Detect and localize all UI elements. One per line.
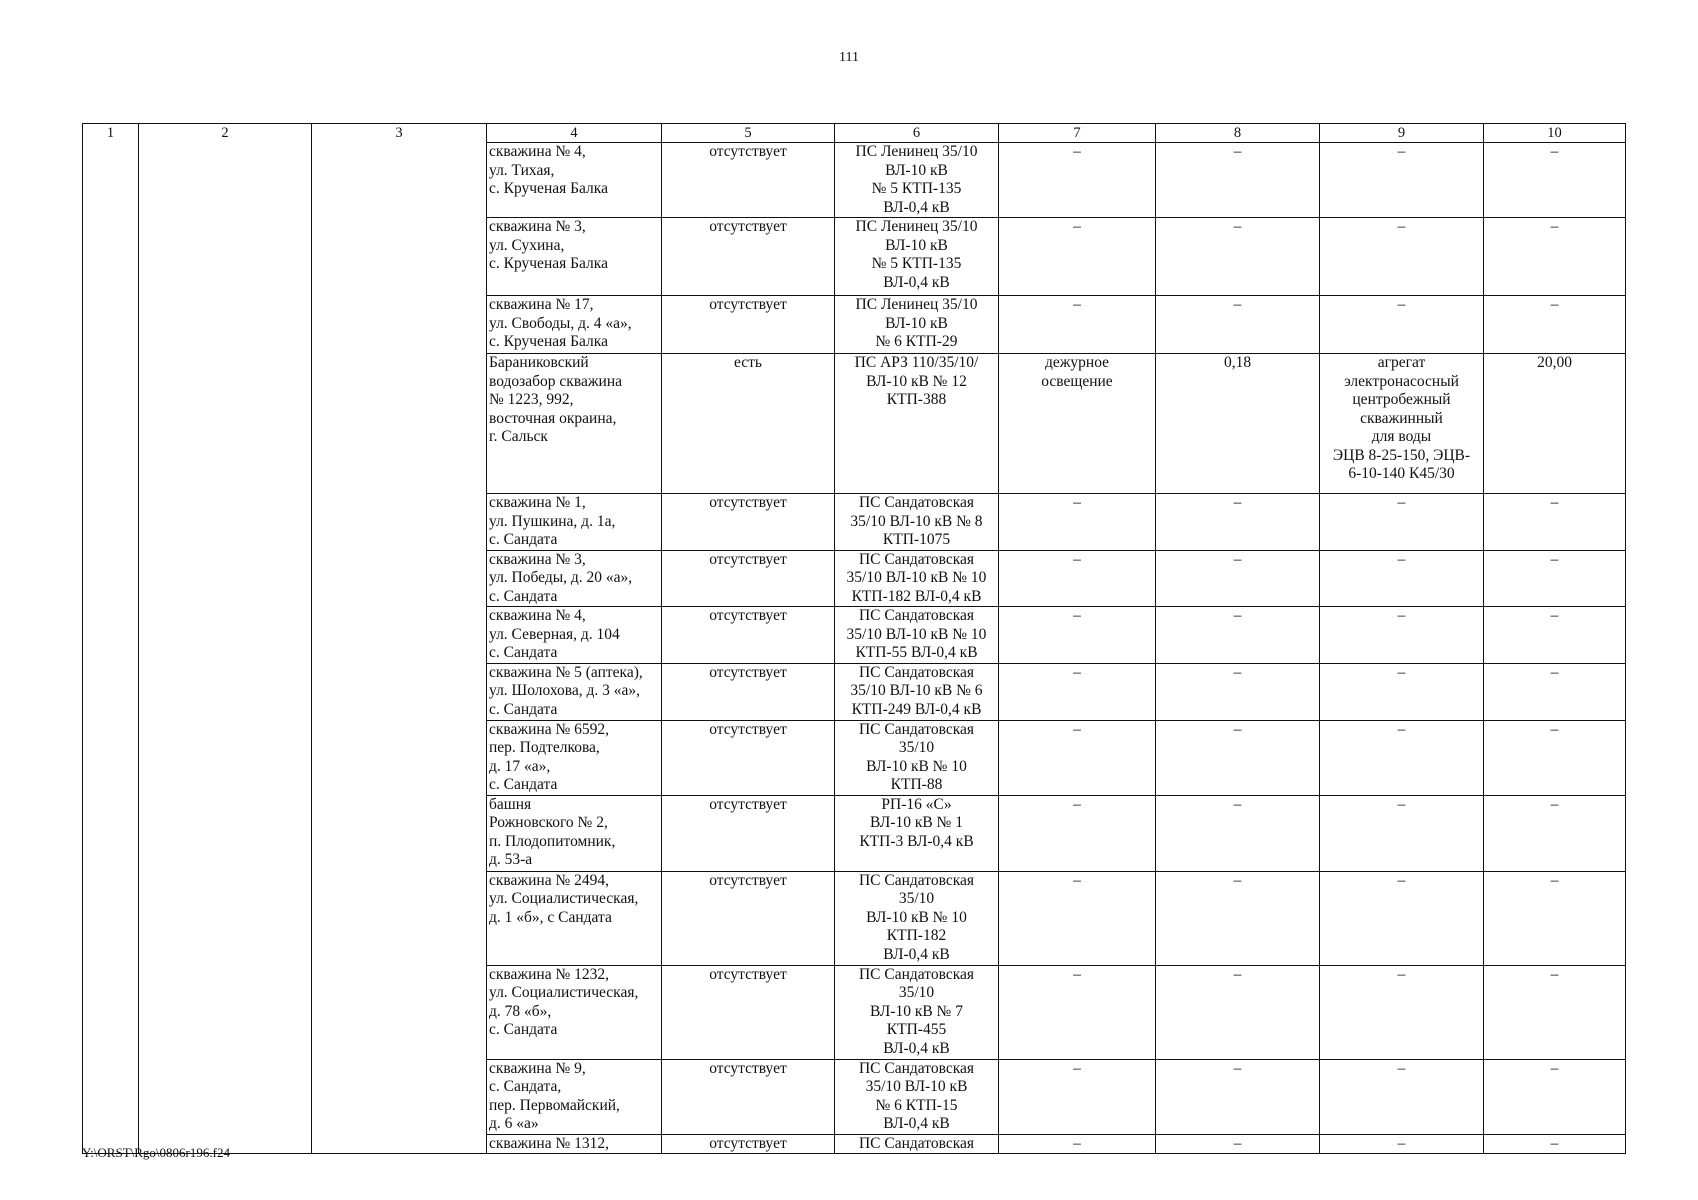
column-7-cell: – xyxy=(999,1134,1156,1154)
object-cell: скважина № 5 (аптека), ул. Шолохова, д. 3 «а», с. Сандата xyxy=(487,663,662,720)
empty-cell xyxy=(312,1134,487,1154)
empty-cell xyxy=(312,550,487,607)
object-cell: скважина № 9, с. Сандата, пер. Первомайский, д. 6 «а» xyxy=(487,1059,662,1134)
empty-cell xyxy=(83,663,139,720)
object-cell: скважина № 3, ул. Победы, д. 20 «а», с. Сандата xyxy=(487,550,662,607)
column-7-cell: – xyxy=(999,1059,1156,1134)
backup-source-cell: отсутствует xyxy=(662,1059,835,1134)
table-row xyxy=(83,550,1626,607)
column-number: 3 xyxy=(312,124,487,143)
column-8-cell: – xyxy=(1156,607,1320,664)
column-8-cell: – xyxy=(1156,1059,1320,1134)
column-9-cell: – xyxy=(1320,296,1484,354)
empty-cell xyxy=(139,296,312,354)
column-9-cell: – xyxy=(1320,795,1484,871)
column-7-cell: – xyxy=(999,218,1156,296)
column-7-cell: – xyxy=(999,720,1156,795)
column-8-cell: – xyxy=(1156,663,1320,720)
table-row xyxy=(83,218,1626,296)
backup-source-cell: отсутствует xyxy=(662,965,835,1059)
empty-cell xyxy=(83,218,139,296)
column-7-cell: – xyxy=(999,795,1156,871)
backup-source-cell: отсутствует xyxy=(662,1134,835,1154)
empty-cell xyxy=(312,143,487,218)
object-cell: скважина № 1232, ул. Социалистическая, д. 78 «б», с. Сандата xyxy=(487,965,662,1059)
column-7-cell: – xyxy=(999,607,1156,664)
empty-cell xyxy=(139,871,312,965)
column-number: 9 xyxy=(1320,124,1484,143)
empty-cell xyxy=(139,218,312,296)
object-cell: скважина № 1, ул. Пушкина, д. 1а, с. Сандата xyxy=(487,494,662,551)
power-supply-cell: ПС Сандатовская xyxy=(835,1134,999,1154)
footer-file-path: Y:\ORST\Rgo\0806r196.f24 xyxy=(82,1145,230,1160)
table-row xyxy=(83,720,1626,795)
backup-source-cell: есть xyxy=(662,354,835,494)
column-9-cell: – xyxy=(1320,494,1484,551)
column-10-cell: – xyxy=(1484,871,1626,965)
column-number: 7 xyxy=(999,124,1156,143)
column-8-cell: 0,18 xyxy=(1156,354,1320,494)
object-cell: скважина № 6592, пер. Подтелкова, д. 17 «а», с. Сандата xyxy=(487,720,662,795)
empty-cell xyxy=(139,1059,312,1134)
empty-cell xyxy=(312,607,487,664)
empty-cell xyxy=(312,354,487,494)
column-7-cell: – xyxy=(999,871,1156,965)
column-10-cell: – xyxy=(1484,1059,1626,1134)
object-cell: скважина № 4, ул. Тихая, с. Крученая Балка xyxy=(487,143,662,218)
column-9-cell: – xyxy=(1320,965,1484,1059)
power-supply-cell: ПС Сандатовская 35/10 ВЛ-10 кВ № 10 КТП-55 ВЛ-0,4 кВ xyxy=(835,607,999,664)
table-row xyxy=(83,871,1626,965)
empty-cell xyxy=(139,795,312,871)
table-row xyxy=(83,795,1626,871)
empty-cell xyxy=(312,871,487,965)
column-9-cell: агрегат электронасосный центробежный скважинный для воды ЭЦВ 8-25-150, ЭЦВ- 6-10-140 К45/30 xyxy=(1320,354,1484,494)
empty-cell xyxy=(139,663,312,720)
column-7-cell: – xyxy=(999,663,1156,720)
power-supply-cell: ПС Ленинец 35/10 ВЛ-10 кВ № 5 КТП-135 ВЛ-0,4 кВ xyxy=(835,143,999,218)
object-cell: башня Рожновского № 2, п. Плодопитомник, д. 53-а xyxy=(487,795,662,871)
power-supply-cell: РП-16 «С» ВЛ-10 кВ № 1 КТП-3 ВЛ-0,4 кВ xyxy=(835,795,999,871)
power-supply-cell: ПС Ленинец 35/10 ВЛ-10 кВ № 6 КТП-29 xyxy=(835,296,999,354)
column-7-cell: – xyxy=(999,550,1156,607)
empty-cell xyxy=(83,550,139,607)
empty-cell xyxy=(83,1059,139,1134)
column-9-cell: – xyxy=(1320,663,1484,720)
backup-source-cell: отсутствует xyxy=(662,795,835,871)
column-number: 6 xyxy=(835,124,999,143)
empty-cell xyxy=(312,720,487,795)
power-supply-cell: ПС Сандатовская 35/10 ВЛ-10 кВ № 6 КТП-15 ВЛ-0,4 кВ xyxy=(835,1059,999,1134)
table-row xyxy=(83,296,1626,354)
backup-source-cell: отсутствует xyxy=(662,143,835,218)
column-8-cell: – xyxy=(1156,965,1320,1059)
backup-source-cell: отсутствует xyxy=(662,663,835,720)
power-supply-cell: ПС Сандатовская 35/10 ВЛ-10 кВ № 8 КТП-1075 xyxy=(835,494,999,551)
column-8-cell: – xyxy=(1156,296,1320,354)
column-9-cell: – xyxy=(1320,871,1484,965)
backup-source-cell: отсутствует xyxy=(662,494,835,551)
column-10-cell: – xyxy=(1484,1134,1626,1154)
column-10-cell: – xyxy=(1484,663,1626,720)
object-cell: скважина № 17, ул. Свободы, д. 4 «а», с. Крученая Балка xyxy=(487,296,662,354)
column-7-cell: – xyxy=(999,296,1156,354)
empty-cell xyxy=(83,494,139,551)
empty-cell xyxy=(312,795,487,871)
empty-cell xyxy=(139,143,312,218)
table-row xyxy=(83,1059,1626,1134)
object-cell: Бараниковский водозабор скважина № 1223, 992, восточная окраина, г. Сальск xyxy=(487,354,662,494)
empty-cell xyxy=(312,494,487,551)
empty-cell xyxy=(139,354,312,494)
column-8-cell: – xyxy=(1156,795,1320,871)
column-9-cell: – xyxy=(1320,1134,1484,1154)
empty-cell xyxy=(139,607,312,664)
backup-source-cell: отсутствует xyxy=(662,218,835,296)
power-supply-cell: ПС Сандатовская 35/10 ВЛ-10 кВ № 6 КТП-249 ВЛ-0,4 кВ xyxy=(835,663,999,720)
power-supply-cell: ПС Сандатовская 35/10 ВЛ-10 кВ № 10 КТП-182 ВЛ-0,4 кВ xyxy=(835,871,999,965)
column-7-cell: – xyxy=(999,143,1156,218)
empty-cell xyxy=(83,296,139,354)
column-9-cell: – xyxy=(1320,1059,1484,1134)
table-row xyxy=(83,354,1626,494)
empty-cell xyxy=(83,354,139,494)
column-10-cell: – xyxy=(1484,795,1626,871)
column-number: 4 xyxy=(487,124,662,143)
column-9-cell: – xyxy=(1320,550,1484,607)
column-10-cell: – xyxy=(1484,494,1626,551)
table-row xyxy=(83,1134,1626,1154)
object-cell: скважина № 3, ул. Сухина, с. Крученая Балка xyxy=(487,218,662,296)
empty-cell xyxy=(139,965,312,1059)
empty-cell xyxy=(83,720,139,795)
column-9-cell: – xyxy=(1320,720,1484,795)
column-7-cell: дежурное освещение xyxy=(999,354,1156,494)
power-supply-cell: ПС Сандатовская 35/10 ВЛ-10 кВ № 7 КТП-455 ВЛ-0,4 кВ xyxy=(835,965,999,1059)
backup-source-cell: отсутствует xyxy=(662,296,835,354)
column-10-cell: – xyxy=(1484,218,1626,296)
column-number: 1 xyxy=(83,124,139,143)
column-number: 10 xyxy=(1484,124,1626,143)
column-10-cell: – xyxy=(1484,965,1626,1059)
column-number: 2 xyxy=(139,124,312,143)
column-10-cell: – xyxy=(1484,296,1626,354)
object-cell: скважина № 1312, xyxy=(487,1134,662,1154)
power-supply-cell: ПС АРЗ 110/35/10/ ВЛ-10 кВ № 12 КТП-388 xyxy=(835,354,999,494)
power-supply-cell: ПС Сандатовская 35/10 ВЛ-10 кВ № 10 КТП-182 ВЛ-0,4 кВ xyxy=(835,550,999,607)
object-cell: скважина № 4, ул. Северная, д. 104 с. Сандата xyxy=(487,607,662,664)
column-7-cell: – xyxy=(999,494,1156,551)
page-number: 111 xyxy=(839,50,859,65)
empty-cell xyxy=(139,494,312,551)
column-8-cell: – xyxy=(1156,720,1320,795)
column-number: 5 xyxy=(662,124,835,143)
object-cell: скважина № 2494, ул. Социалистическая, д. 1 «б», с Сандата xyxy=(487,871,662,965)
empty-cell xyxy=(312,1059,487,1134)
column-9-cell: – xyxy=(1320,607,1484,664)
column-9-cell: – xyxy=(1320,143,1484,218)
table-row xyxy=(83,607,1626,664)
backup-source-cell: отсутствует xyxy=(662,607,835,664)
empty-cell xyxy=(83,607,139,664)
column-8-cell: – xyxy=(1156,550,1320,607)
empty-cell xyxy=(312,296,487,354)
table-row xyxy=(83,663,1626,720)
column-number: 8 xyxy=(1156,124,1320,143)
empty-cell xyxy=(312,218,487,296)
power-supply-cell: ПС Ленинец 35/10 ВЛ-10 кВ № 5 КТП-135 ВЛ-0,4 кВ xyxy=(835,218,999,296)
table-body xyxy=(83,124,1626,1154)
column-10-cell: – xyxy=(1484,550,1626,607)
column-7-cell: – xyxy=(999,965,1156,1059)
facilities-table xyxy=(82,123,1626,1154)
empty-cell xyxy=(83,143,139,218)
column-9-cell: – xyxy=(1320,218,1484,296)
column-10-cell: – xyxy=(1484,143,1626,218)
empty-cell xyxy=(139,720,312,795)
table-row xyxy=(83,965,1626,1059)
table-row xyxy=(83,143,1626,218)
backup-source-cell: отсутствует xyxy=(662,871,835,965)
power-supply-cell: ПС Сандатовская 35/10 ВЛ-10 кВ № 10 КТП-88 xyxy=(835,720,999,795)
column-10-cell: – xyxy=(1484,607,1626,664)
column-8-cell: – xyxy=(1156,1134,1320,1154)
column-number-row xyxy=(83,124,1626,143)
table-row xyxy=(83,494,1626,551)
backup-source-cell: отсутствует xyxy=(662,720,835,795)
empty-cell xyxy=(139,550,312,607)
empty-cell xyxy=(312,965,487,1059)
column-8-cell: – xyxy=(1156,494,1320,551)
column-8-cell: – xyxy=(1156,871,1320,965)
empty-cell xyxy=(83,871,139,965)
column-10-cell: 20,00 xyxy=(1484,354,1626,494)
column-10-cell: – xyxy=(1484,720,1626,795)
column-8-cell: – xyxy=(1156,218,1320,296)
empty-cell xyxy=(83,965,139,1059)
empty-cell xyxy=(83,795,139,871)
backup-source-cell: отсутствует xyxy=(662,550,835,607)
empty-cell xyxy=(312,663,487,720)
column-8-cell: – xyxy=(1156,143,1320,218)
